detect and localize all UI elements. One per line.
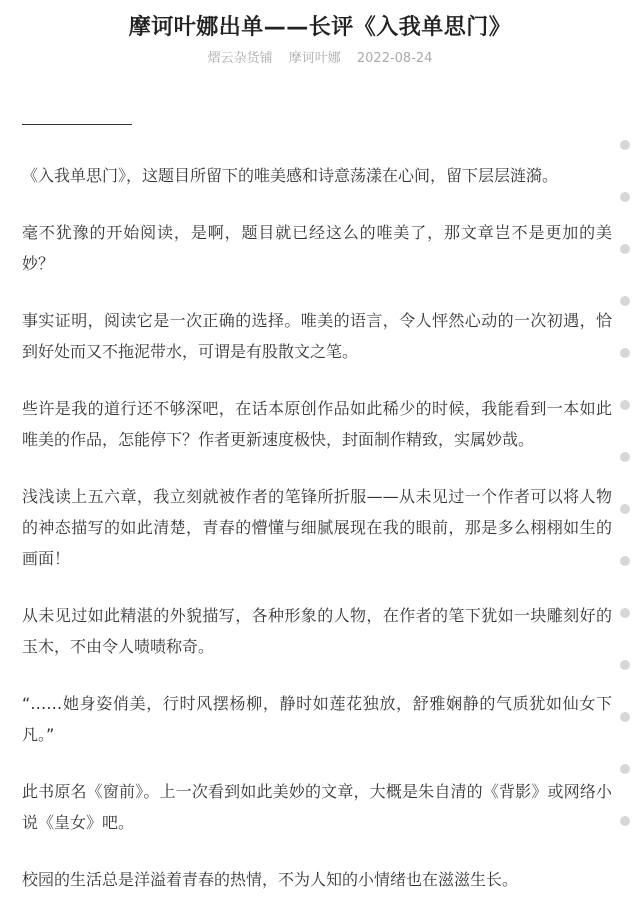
paragraph: 毫不犹豫的开始阅读，是啊，题目就已经这么的唯美了，那文章岂不是更加的美妙？: [22, 223, 612, 273]
scroll-dot: [620, 244, 630, 254]
scroll-dot: [620, 452, 630, 462]
meta-source[interactable]: 熠云杂货铺: [207, 51, 273, 66]
scroll-dot: [620, 712, 630, 722]
scroll-dot: [620, 400, 630, 410]
article-meta: [0, 47, 640, 66]
scroll-dot: [620, 140, 630, 150]
scroll-dots: [618, 140, 632, 868]
paragraph: 《入我单思门》，这题目所留下的唯美感和诗意荡漾在心间，留下层层涟漪。: [22, 166, 559, 185]
scroll-dot: [620, 816, 630, 826]
article-title: 摩诃叶娜出单——长评《入我单思门》: [128, 15, 512, 40]
paragraph: 此书原名《窗前》。上一次看到如此美妙的文章，大概是朱自清的《背影》或网络小说《皇女》吧。: [22, 782, 612, 832]
meta-author: 摩诃叶娜: [288, 51, 341, 66]
divider-line: [22, 124, 132, 125]
article-body: [22, 160, 612, 921]
paragraph: “……她身姿俏美，行时风摆杨柳，静时如莲花独放，舒雅娴静的气质犹如仙女下凡。”: [22, 694, 612, 744]
paragraph: 些许是我的道行还不够深吧，在话本原创作品如此稀少的时候，我能看到一本如此唯美的作品，怎能停下？作者更新速度极快，封面制作精致，实属妙哉。: [22, 399, 612, 449]
scroll-dot: [620, 296, 630, 306]
scroll-dot: [620, 192, 630, 202]
scroll-dot: [620, 556, 630, 566]
paragraph: 浅浅读上五六章，我立刻就被作者的笔锋所折服——从未见过一个作者可以将人物的神态描写的如此清楚，青春的懵懂与细腻展现在我的眼前，那是多么栩栩如生的画面！: [22, 487, 612, 568]
scroll-dot: [620, 660, 630, 670]
paragraph: 从未见过如此精湛的外貌描写，各种形象的人物，在作者的笔下犹如一块雕刻好的玉木，不由令人啧啧称奇。: [22, 606, 612, 656]
meta-date: 2022-08-24: [356, 51, 433, 66]
scroll-dot: [620, 504, 630, 514]
scroll-dot: [620, 764, 630, 774]
scroll-dot: [620, 348, 630, 358]
paragraph: 校园的生活总是洋溢着青春的热情，不为人知的小情绪也在滋滋生长。: [22, 870, 519, 889]
scroll-dot: [620, 608, 630, 618]
paragraph: 事实证明，阅读它是一次正确的选择。唯美的语言，令人怦然心动的一次初遇，恰到好处而又不拖泥带水，可谓是有股散文之笔。: [22, 311, 612, 361]
